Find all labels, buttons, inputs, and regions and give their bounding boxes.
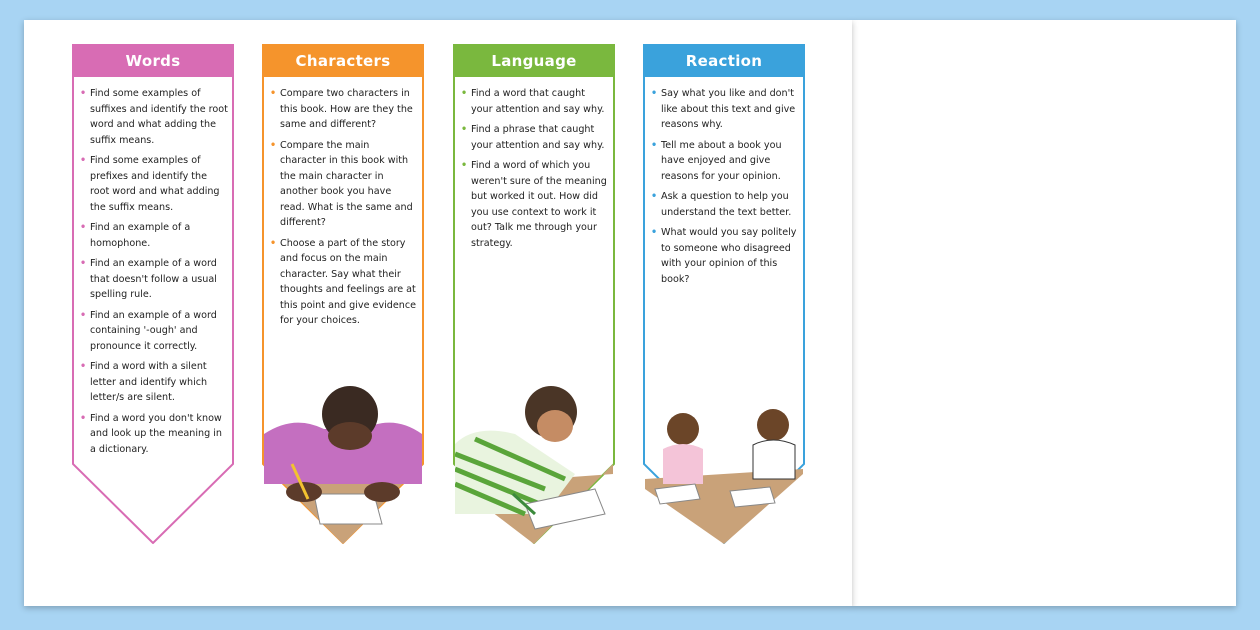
bookmark-list (461, 86, 609, 256)
list-item: • Find a word of which you weren't sure of the meaning but worked it out. How did you use context to work it out? Talk me through your strategy. (461, 160, 607, 249)
list-item: • Find a phrase that caught your attention and say why. (461, 124, 605, 151)
list-item: • Find a word you don't know and look up the meaning in a dictionary. (80, 412, 222, 455)
children-discussing-illustration (645, 399, 803, 544)
bullet-icon: • (270, 237, 277, 249)
bookmark-list (270, 86, 418, 334)
bookmark-reaction (643, 44, 805, 544)
list-item: • Choose a part of the story and focus on the main character. Say what their thoughts and feelings are at this point and give evidence for your choices. (270, 237, 417, 326)
bookmark-characters (262, 44, 424, 544)
list-item: • What would you say politely to someone who disagreed with your opinion of this book? (651, 227, 797, 285)
list-item: • Find a word with a silent letter and identify which letter/s are silent. (80, 361, 208, 403)
child-writing-illustration (264, 374, 422, 544)
bullet-icon: • (80, 155, 87, 166)
bookmark-list (651, 86, 799, 292)
bookmark-title: Reaction (685, 52, 763, 70)
list-item: • Compare the main character in this book with the main character in another book you have read. What is the same and different? (270, 139, 413, 228)
bullet-icon: • (651, 227, 658, 238)
list-item: • Ask a question to help you understand the text better. (651, 191, 792, 218)
bullet-icon: • (80, 88, 87, 99)
list-item: • Find an example of a homophone. (80, 222, 191, 249)
bullet-icon: • (270, 139, 277, 151)
bullet-icon: • (80, 309, 87, 321)
list-item: • Find a word that caught your attention and say why. (461, 88, 605, 115)
bookmark-words (72, 44, 234, 544)
bullet-icon: • (80, 412, 87, 424)
bookmark-language (453, 44, 615, 544)
list-item: • Compare two characters in this book. How are they the same and different? (270, 88, 413, 130)
bullet-icon: • (461, 160, 468, 171)
bullet-icon: • (80, 222, 87, 233)
list-item: • Tell me about a book you have enjoyed and give reasons for your opinion. (651, 139, 782, 182)
bullet-icon: • (651, 139, 658, 151)
child-writing-illustration (455, 364, 613, 544)
bookmark-title: Words (125, 52, 181, 70)
list-item: • Find some examples of suffixes and identify the root word and what adding the suffix means. (80, 88, 228, 146)
bullet-icon: • (461, 124, 468, 135)
bullet-icon: • (80, 258, 87, 269)
bullet-icon: • (651, 191, 658, 202)
bullet-icon: • (651, 88, 658, 99)
bullet-icon: • (461, 88, 468, 99)
list-item: • Find an example of a word that doesn't follow a usual spelling rule. (80, 258, 217, 300)
list-item: • Say what you like and don't like about this text and give reasons why. (651, 88, 796, 130)
bookmark-title: Language (491, 52, 577, 70)
bookmark-title: Characters (295, 52, 391, 70)
list-item: • Find an example of a word containing '-ough' and pronounce it correctly. (80, 309, 217, 352)
worksheet-page-right (852, 20, 1236, 606)
bullet-icon: • (270, 88, 277, 99)
bookmark-list (80, 86, 228, 462)
bullet-icon: • (80, 361, 87, 372)
list-item: • Find some examples of prefixes and identify the root word and what adding the suffix means. (80, 155, 220, 213)
